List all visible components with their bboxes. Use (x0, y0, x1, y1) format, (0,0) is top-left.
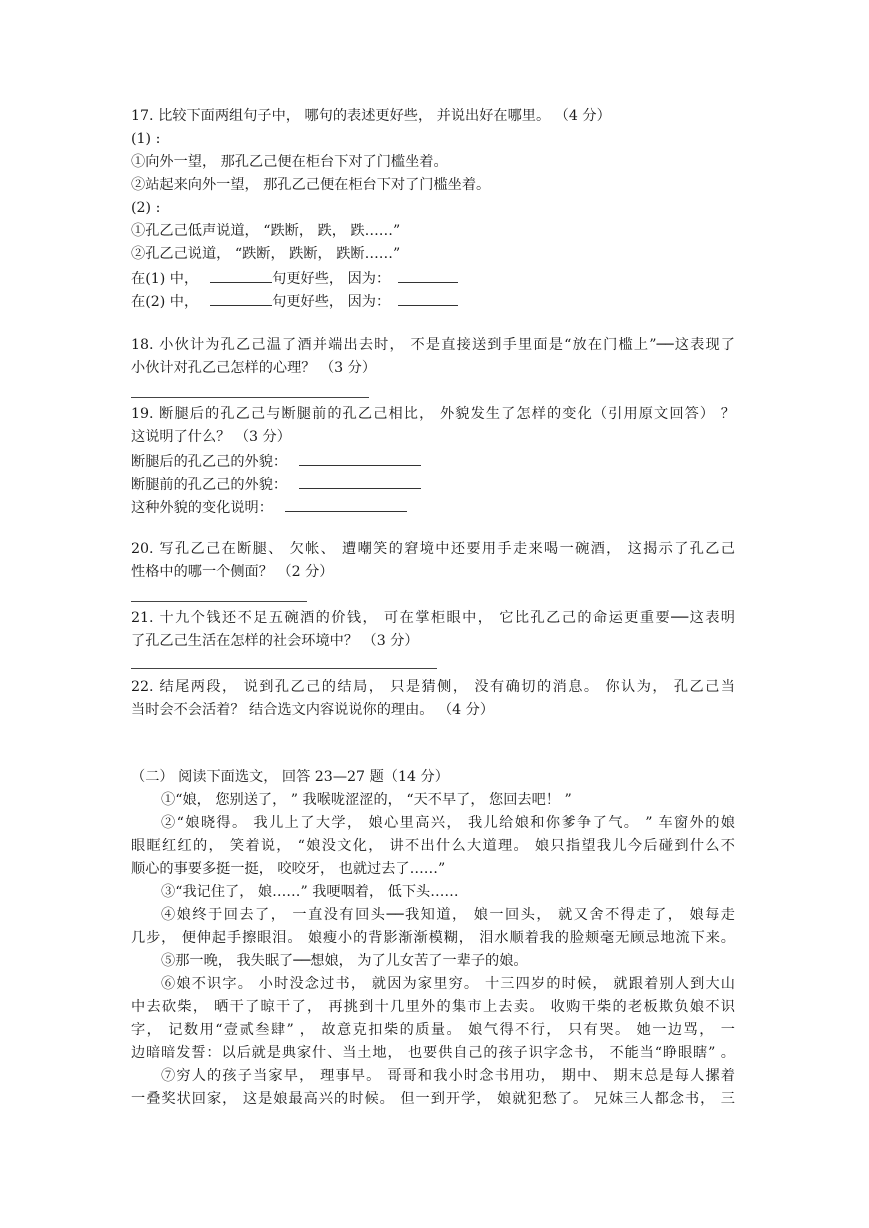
section2-heading: （二） 阅读下面选文， 回答 23—27 题（14 分） (131, 769, 449, 785)
q19-meaning-blank[interactable] (285, 497, 407, 512)
q17-answer-1-blank-choice[interactable] (210, 268, 272, 283)
q17-answer-line-1 (131, 268, 458, 288)
q19-after-label: 断腿后的孔乙己的外貌： (131, 454, 288, 470)
q19-before-blank[interactable] (299, 474, 421, 489)
q17-group2-sentence-b: ②孔乙己说道， “跌断， 跌断， 跌断……” (131, 246, 401, 262)
q19-line-1: 19. 断腿后的孔乙己与断腿前的孔乙己相比， 外貌发生了怎样的变化（引用原文回答） ？ (131, 406, 735, 422)
q17-group2-label: (2) : (131, 200, 161, 216)
q17-answer-1-mid: 句更好些， 因为： (272, 271, 391, 287)
q19-meaning-label: 这种外貌的变化说明： (131, 500, 273, 516)
q22-line-1: 22. 结尾两段， 说到孔乙己的结局， 只是猜侧， 没有确切的消息。 你认为， 孔乙己当 (131, 679, 735, 695)
passage-line: ④娘终于回去了， 一直没有回头──我知道， 娘一回头， 就又舍不得走了， 娘每走 (161, 907, 735, 923)
q17-group1-label: (1) : (131, 131, 161, 147)
q21-answer-line[interactable] (131, 668, 437, 669)
q17-answer-line-2 (131, 291, 458, 311)
q17-answer-2-prefix: 在(2) 中， (131, 294, 199, 310)
passage-line: 边暗暗发誓：以后就是典家什、当土地， 也要供自己的孩子识字念书， 不能当“睁眼瞎” 。 (131, 1045, 735, 1061)
passage-line: 中去砍柴， 晒干了晾干了， 再挑到十几里外的集市上去卖。 收购干柴的老板欺负娘不识 (131, 999, 735, 1015)
q18-answer-line[interactable] (131, 397, 369, 398)
q17-answer-2-blank-reason[interactable] (398, 291, 458, 306)
q19-before-appearance (131, 474, 421, 494)
passage-line: 眼眶红红的， 笑着说， “娘没文化， 讲不出什么大道理。 娘只指望我儿今后碰到什么不 (131, 838, 735, 854)
passage-line: ③“我记住了， 娘……” 我哽咽着， 低下头…… (161, 884, 459, 900)
q17-group1-sentence-b: ②站起来向外一望， 那孔乙己便在柜台下对了门槛坐着。 (131, 177, 491, 193)
passage-line: ⑥娘不识字。 小时没念过书， 就因为家里穷。 十三四岁的时候， 就跟着别人到大山 (161, 976, 735, 992)
q17-group1-sentence-a: ①向外一望， 那孔乙己便在柜台下对了门槛坐着。 (131, 154, 448, 170)
q20-line-2: 性格中的哪一个侧面？ （2 分） (131, 564, 334, 580)
passage-line: 顺心的事要多挺一挺， 咬咬牙， 也就过去了……” (131, 861, 446, 877)
q19-after-appearance (131, 451, 421, 471)
passage-line: 字， 记数用“壹贰叁肆” ， 故意克扣柴的质量。 娘气得不行， 只有哭。 她一边骂， 一 (131, 1022, 735, 1038)
q18-line-1: 18. 小伙计为孔乙己温了酒并端出去时， 不是直接送到手里面是“放在门槛上”──这表现了 (131, 337, 735, 353)
q20-line-1: 20. 写孔乙己在断腿、 欠帐、 遭嘲笑的窘境中还要用手走来喝一碗酒， 这揭示了孔乙己 (131, 541, 735, 557)
q21-line-1: 21. 十九个钱还不足五碗酒的价钱， 可在掌柜眼中， 它比孔乙己的命运更重要──这表明 (131, 610, 735, 626)
passage-line: ①“娘， 您别送了， ” 我喉咙涩涩的， “天不早了， 您回去吧！ ” (161, 792, 572, 808)
q21-line-2: 了孔乙己生活在怎样的社会环境中？ （3 分） (131, 633, 419, 649)
q17-answer-2-blank-choice[interactable] (210, 291, 272, 306)
q19-after-blank[interactable] (299, 451, 421, 466)
q17-answer-1-blank-reason[interactable] (398, 268, 458, 283)
q17-group2-sentence-a: ①孔乙己低声说道， “跌断， 跌， 跌……” (131, 223, 401, 239)
q17-answer-1-prefix: 在(1) 中， (131, 271, 199, 287)
q19-line-2: 这说明了什么？ （3 分） (131, 429, 291, 445)
q20-answer-line[interactable] (131, 601, 307, 602)
q18-line-2: 小伙计对孔乙己怎样的心理？ （3 分） (131, 360, 377, 376)
q17-title: 17. 比较下面两组句子中， 哪句的表述更好些， 并说出好在哪里。 （4 分） (131, 108, 611, 124)
q19-meaning (131, 497, 407, 517)
passage-line: 几步， 便伸起手擦眼泪。 娘瘦小的背影渐渐模糊， 泪水顺着我的脸颊毫无顾忌地流下来。 (131, 930, 735, 946)
passage-line: 一叠奖状回家， 这是娘最高兴的时候。 但一到开学， 娘就犯愁了。 兄妹三人都念书， 三 (131, 1091, 735, 1107)
q22-line-2: 当时会不会活着？ 结合选文内容说说你的理由。 （4 分） (131, 702, 495, 718)
passage-line: ②“娘晓得。 我儿上了大学， 娘心里高兴， 我儿给娘和你爹争了气。 ” 车窗外的娘 (161, 815, 735, 831)
q19-before-label: 断腿前的孔乙己的外貌： (131, 477, 288, 493)
passage-line: ⑦穷人的孩子当家早， 理事早。 哥哥和我小时念书用功， 期中、 期末总是每人摞着 (161, 1068, 735, 1084)
q17-answer-2-mid: 句更好些， 因为： (272, 294, 391, 310)
passage-line: ⑤那一晚， 我失眠了──想娘， 为了儿女苦了一辈子的娘。 (161, 953, 528, 969)
